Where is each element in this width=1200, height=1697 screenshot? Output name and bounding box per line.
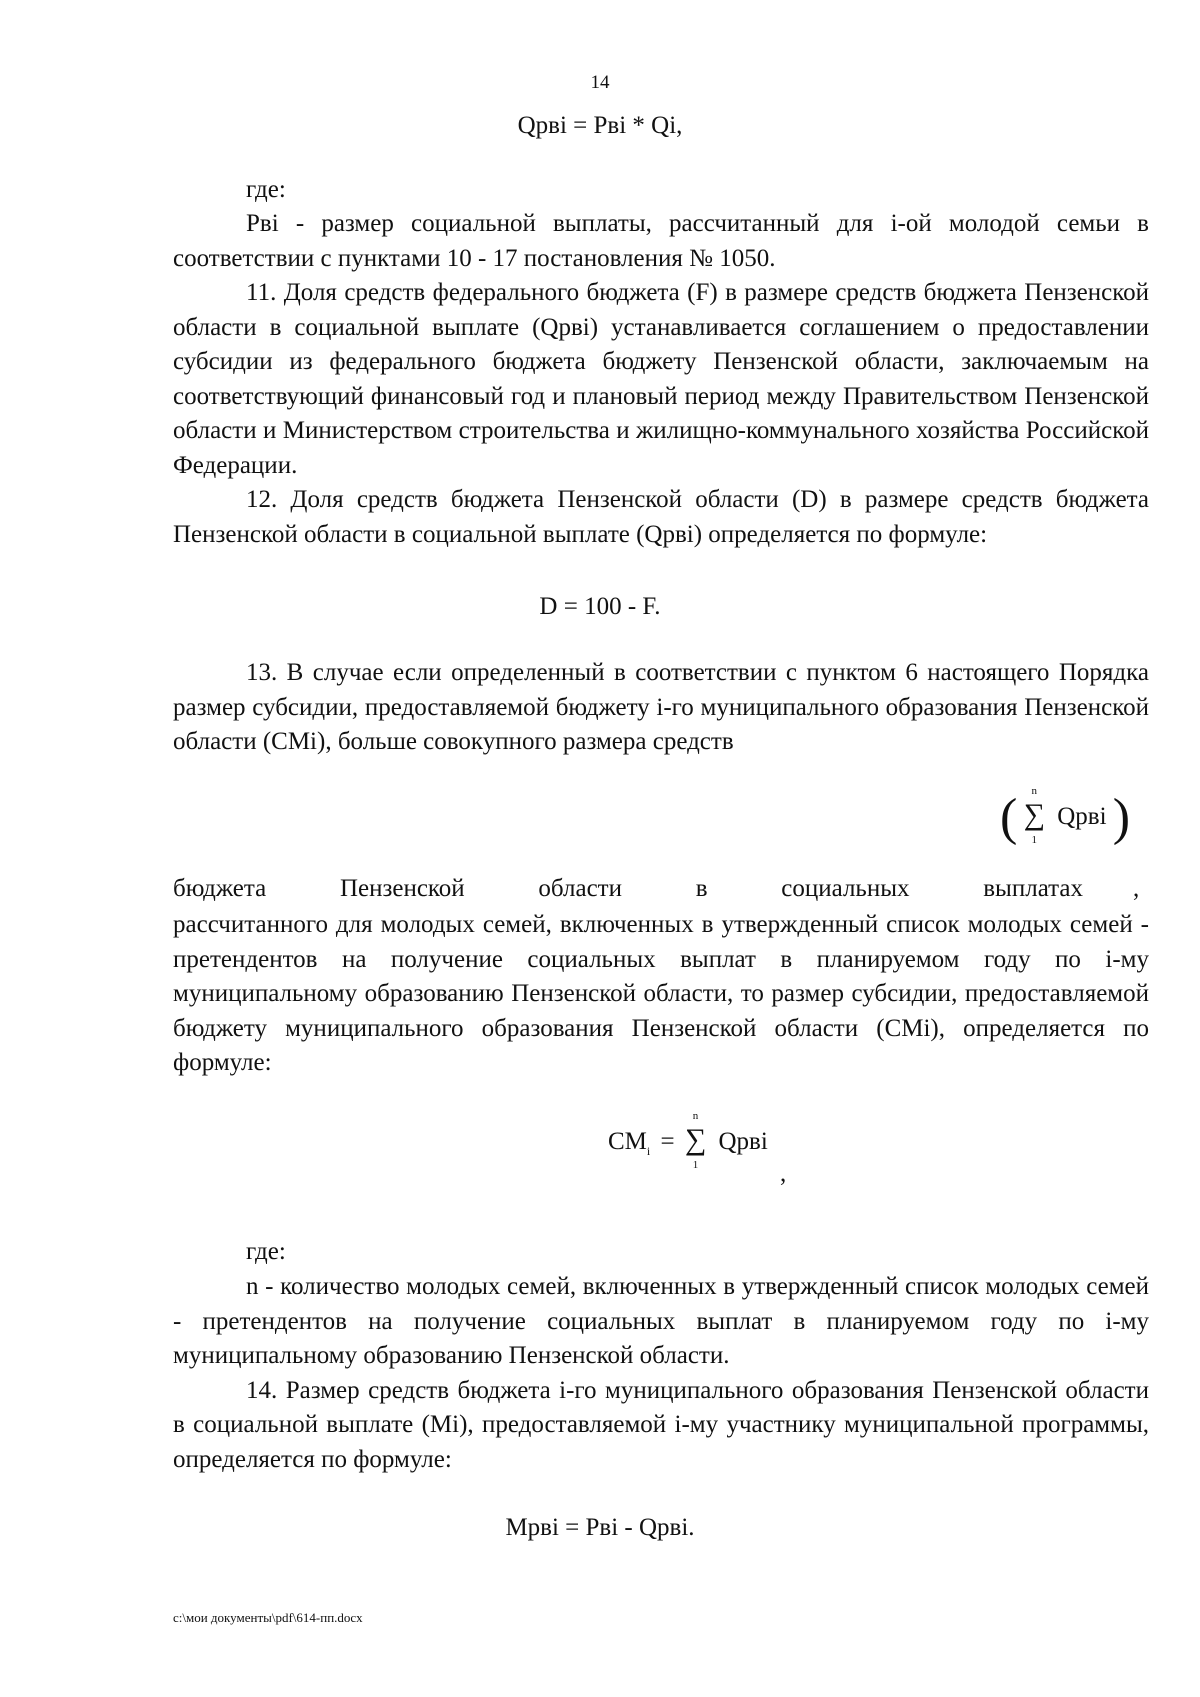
body-block-2 xyxy=(173,656,1149,760)
paragraph-13-start: 13. В случае если определенный в соответствии с пунктом 6 настоящего Порядка размер субсидии, предоставляемой бюджету i-го муниципального образования Пензенской области (СМi), больше совокупного размера средств xyxy=(173,659,1149,755)
paragraph-pvi-definition: Рвi - размер социальной выплаты, рассчитанный для i-ой молодой семьи в соответствии с пунктами 10 - 17 постановления № 1050. xyxy=(173,210,1149,272)
line-word: Пензенской xyxy=(339,875,465,902)
inline-sum-formula xyxy=(1000,784,1131,846)
formula-cm xyxy=(608,1110,768,1171)
formula-qpvi: Qрвi = Рвi * Qi, xyxy=(517,112,683,139)
sum-term: Qрвi xyxy=(1057,802,1107,830)
inline-sum-trailing-comma: , xyxy=(1133,875,1140,902)
body-block-3 xyxy=(173,908,1149,1081)
body-block-1 xyxy=(173,207,1149,552)
sigma-icon: ∑ n 1 xyxy=(684,1110,707,1171)
right-paren: ) xyxy=(1112,789,1131,846)
cm-equals: = xyxy=(660,1128,675,1155)
body-block-4 xyxy=(173,1270,1149,1477)
where-label-2: где: xyxy=(246,1238,286,1265)
cm-lhs: СМ xyxy=(608,1128,647,1155)
formula-cm-trailing-comma: , xyxy=(780,1160,787,1187)
sum-lower-limit: 1 xyxy=(1031,833,1038,846)
sigma-icon: ∑ n 1 xyxy=(1023,784,1045,846)
cm-subscript: i xyxy=(646,1144,651,1158)
paragraph-11: 11. Доля средств федерального бюджета (F) в размере средств бюджета Пензенской области в социальной выплате (Qрвi) устанавливается соглашением о предоставлении субсидии из федерального бюджета бюджету Пензенской области, заключаемым на соответствующий финансовый год и плановый период между Правительством Пензенской области и Министерством строительства и жилищно-коммунального хозяйства Российской Федерации. xyxy=(173,279,1149,479)
line-word: социальных xyxy=(781,875,910,902)
line-word: в xyxy=(695,875,708,902)
paragraph-14: 14. Размер средств бюджета i-го муниципального образования Пензенской области в социальной выплате (Мi), предоставляемой i-му участнику муниципальной программы, определяется по формуле: xyxy=(173,1376,1149,1473)
left-paren: ( xyxy=(1000,789,1018,846)
where-label-1: где: xyxy=(246,176,286,203)
line-word: области xyxy=(538,875,622,902)
paragraph-13-justified-line xyxy=(173,875,1083,903)
page-number: 14 xyxy=(590,72,610,93)
formula-mpvi: Мрвi = Рвi - Qрвi. xyxy=(505,1514,695,1541)
sum-upper-limit: n xyxy=(1031,784,1038,797)
sum-lower-limit: 1 xyxy=(692,1159,699,1171)
paragraph-n-definition: n - количество молодых семей, включенных в утвержденный список молодых семей - претендентов на получение социальных выплат в планируемом году по i-му муниципальному образованию Пензенской области. xyxy=(173,1273,1149,1369)
line-word: выплатах xyxy=(983,875,1083,902)
sum-upper-limit: n xyxy=(692,1110,699,1122)
paragraph-12: 12. Доля средств бюджета Пензенской области (D) в размере средств бюджета Пензенской области в социальной выплате (Qрвi) определяется по формуле: xyxy=(173,486,1149,548)
paragraph-13-continued: рассчитанного для молодых семей, включенных в утвержденный список молодых семей - претендентов на получение социальных выплат в планируемом году по i-му муниципальному образованию Пензенской области, то размер субсидии, предоставляемой бюджету муниципального образования Пензенской области (СМi), определяется по формуле: xyxy=(173,911,1149,1076)
formula-d: D = 100 - F. xyxy=(539,593,661,620)
line-word: бюджета xyxy=(173,875,267,902)
cm-term: Qрвi xyxy=(718,1128,768,1155)
footer-file-path: c:\мои документы\pdf\614-пп.docx xyxy=(173,1610,363,1625)
